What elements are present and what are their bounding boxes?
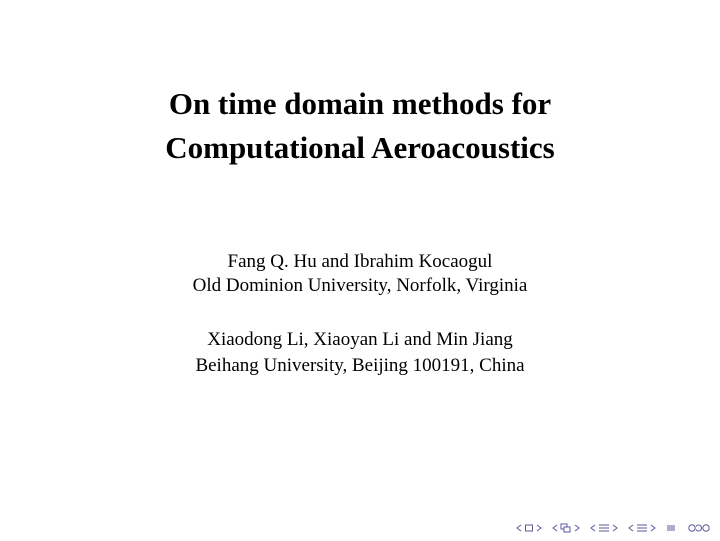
arrow-right-icon[interactable] — [574, 523, 580, 533]
nav-frame-group — [516, 523, 542, 533]
authors-group-1: Fang Q. Hu and Ibrahim Kocaogul — [227, 251, 493, 272]
section-icon[interactable] — [598, 523, 610, 533]
subsection-icon[interactable] — [560, 523, 572, 533]
arrow-right-icon[interactable] — [536, 523, 542, 533]
nav-align-group — [666, 523, 676, 533]
affiliation-group-1: Old Dominion University, Norfolk, Virginia — [192, 275, 528, 296]
nav-subsection-group — [552, 523, 580, 533]
beamer-navigation-bar — [516, 521, 712, 535]
search-icon[interactable] — [686, 523, 712, 533]
slide-title-line-2: Computational Aeroacoustics — [165, 130, 555, 165]
frame-icon[interactable] — [524, 523, 534, 533]
arrow-left-icon[interactable] — [590, 523, 596, 533]
align-icon[interactable] — [666, 523, 676, 533]
arrow-left-icon[interactable] — [628, 523, 634, 533]
section-icon[interactable] — [636, 523, 648, 533]
slide-title-line-1: On time domain methods for — [168, 86, 552, 121]
nav-section-group — [590, 523, 618, 533]
arrow-left-icon[interactable] — [516, 523, 522, 533]
arrow-left-icon[interactable] — [552, 523, 558, 533]
authors-group-2: Xiaodong Li, Xiaoyan Li and Min Jiang — [207, 329, 513, 350]
affiliation-group-2: Beihang University, Beijing 100191, China — [195, 355, 525, 376]
nav-search-group — [686, 523, 712, 533]
nav-section-group-2 — [628, 523, 656, 533]
arrow-right-icon[interactable] — [612, 523, 618, 533]
arrow-right-icon[interactable] — [650, 523, 656, 533]
